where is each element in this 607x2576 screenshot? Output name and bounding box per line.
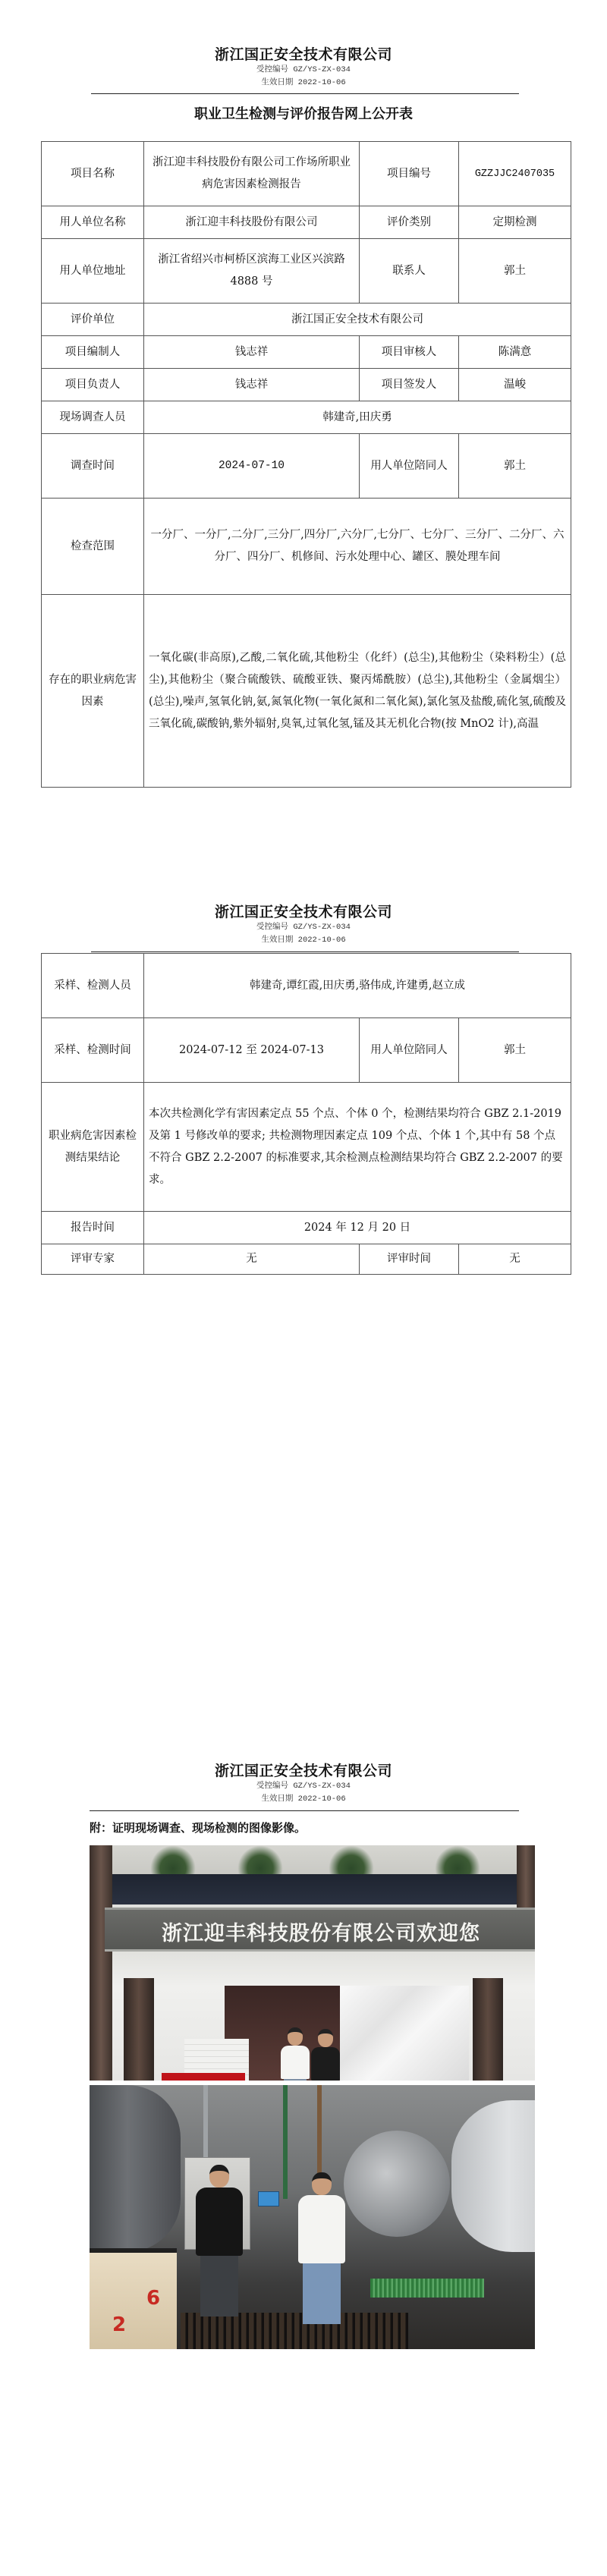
plant-icon bbox=[435, 1845, 480, 1874]
hazards-value: 一氧化碳(非高原),乙酸,二氧化硫,其他粉尘（化纤）(总尘),其他粉尘（染料粉尘）(总尘),其他粉尘（聚合硫酸铁、硫酸亚铁、聚丙烯酰胺）(总尘),其他粉尘（金属烟尘）(总尘),噪声,氢氧化钠,氨,氮氧化物(一氧化氮和二氧化氮),氯化氢及盐酸,硫化氢,硫酸及三氧化硫,碳酸钠,紫外辐射,臭氧,过氧化氢,锰及其无机化合物(按 MnO2 计),高温 bbox=[144, 595, 571, 788]
conclusion-label: 职业病危害因素检测结果结论 bbox=[42, 1083, 144, 1212]
survey-time-label: 调查时间 bbox=[42, 434, 144, 499]
review-time-value: 无 bbox=[459, 1244, 571, 1275]
sampling-time-value: 2024-07-12 至 2024-07-13 bbox=[144, 1018, 360, 1083]
compiler-value: 钱志祥 bbox=[144, 336, 360, 369]
accompany-value: 郭土 bbox=[459, 434, 571, 499]
table-row bbox=[42, 369, 571, 401]
person-white-shirt bbox=[281, 2027, 310, 2081]
hazards-label: 存在的职业病危害因素 bbox=[42, 595, 144, 788]
table-row bbox=[42, 304, 571, 336]
table-row bbox=[42, 336, 571, 369]
project-no-label: 项目编号 bbox=[360, 142, 459, 206]
table-row bbox=[42, 434, 571, 499]
surveyors-value: 韩建奇,田庆勇 bbox=[144, 401, 571, 434]
samplers-label: 采样、检测人员 bbox=[42, 954, 144, 1018]
person-black-shirt bbox=[311, 2029, 340, 2081]
accompany-value: 郭土 bbox=[459, 1018, 571, 1083]
effective-date: 生效日期 2022-10-06 bbox=[261, 1794, 346, 1804]
employer-name-value: 浙江迎丰科技股份有限公司 bbox=[144, 206, 360, 239]
project-name-label: 项目名称 bbox=[42, 142, 144, 206]
header-divider bbox=[91, 93, 519, 94]
photo-site-detection-factory bbox=[90, 2085, 535, 2349]
review-time-label: 评审时间 bbox=[360, 1244, 459, 1275]
report-time-label: 报告时间 bbox=[42, 1212, 144, 1244]
employer-address-label: 用人单位地址 bbox=[42, 239, 144, 304]
contact-value: 郭土 bbox=[459, 239, 571, 304]
detection-instrument bbox=[258, 2191, 279, 2206]
welcome-sign-text: 浙江迎丰科技股份有限公司欢迎您 bbox=[162, 1922, 480, 1945]
person-white-shirt bbox=[298, 2172, 345, 2324]
effective-date: 生效日期 2022-10-06 bbox=[261, 78, 346, 87]
disclosure-table-1 bbox=[41, 141, 571, 788]
employer-name-label: 用人单位名称 bbox=[42, 206, 144, 239]
accompany-label: 用人单位陪同人 bbox=[360, 434, 459, 499]
conclusion-value: 本次共检测化学有害因素定点 55 个点、个体 0 个，检测结果均符合 GBZ 2.1-2019 及第 1 号修改单的要求; 共检测物理因素定点 109 个点、个体 1 个,其中有 58 个点不符合 GBZ 2.2-2007 的标准要求,其余检测点检测结果均符合 GBZ 2.2-2007 的要求。 bbox=[144, 1083, 571, 1212]
eval-unit-label: 评价单位 bbox=[42, 304, 144, 336]
surveyors-label: 现场调查人员 bbox=[42, 401, 144, 434]
table-row bbox=[42, 142, 571, 206]
bin-number: 6 bbox=[146, 2287, 161, 2310]
control-number: 受控编号 GZ/YS-ZX-034 bbox=[256, 923, 351, 932]
reviewer-value: 陈满意 bbox=[459, 336, 571, 369]
table-row bbox=[42, 1083, 571, 1212]
table-row bbox=[42, 1212, 571, 1244]
table-row bbox=[42, 595, 571, 788]
accompany-label: 用人单位陪同人 bbox=[360, 1018, 459, 1083]
experts-value: 无 bbox=[144, 1244, 360, 1275]
effective-date: 生效日期 2022-10-06 bbox=[261, 936, 346, 945]
sampling-time-label: 采样、检测时间 bbox=[42, 1018, 144, 1083]
welcome-sign bbox=[105, 1908, 535, 1952]
header-divider bbox=[91, 951, 519, 952]
page1-header bbox=[0, 46, 607, 90]
company-name: 浙江国正安全技术有限公司 bbox=[214, 904, 392, 920]
experts-label: 评审专家 bbox=[42, 1244, 144, 1275]
project-no-value: GZZJJC2407035 bbox=[459, 142, 571, 206]
leader-value: 钱志祥 bbox=[144, 369, 360, 401]
issuer-value: 温峻 bbox=[459, 369, 571, 401]
eval-unit-value: 浙江国正安全技术有限公司 bbox=[144, 304, 571, 336]
disclosure-table-2 bbox=[41, 953, 571, 1275]
table-row bbox=[42, 401, 571, 434]
company-name: 浙江国正安全技术有限公司 bbox=[214, 46, 392, 63]
header-divider bbox=[90, 1810, 519, 1811]
bin-number: 2 bbox=[112, 2313, 127, 2336]
survey-time-value: 2024-07-10 bbox=[144, 434, 360, 499]
company-name: 浙江国正安全技术有限公司 bbox=[214, 1763, 392, 1779]
scope-value: 一分厂、一分厂,二分厂,三分厂,四分厂,六分厂,七分厂、七分厂、三分厂、二分厂、六分厂、四分厂、机修间、污水处理中心、罐区、膜处理车间 bbox=[144, 499, 571, 595]
plant-icon bbox=[237, 1845, 283, 1874]
employer-address-value: 浙江省绍兴市柯桥区滨海工业区兴滨路 4888 号 bbox=[144, 239, 360, 304]
attachment-note: 附：证明现场调查、现场检测的图像影像。 bbox=[90, 1821, 307, 1835]
table-row bbox=[42, 954, 571, 1018]
control-number: 受控编号 GZ/YS-ZX-034 bbox=[256, 1782, 351, 1791]
reviewer-label: 项目审核人 bbox=[360, 336, 459, 369]
project-name-value: 浙江迎丰科技股份有限公司工作场所职业病危害因素检测报告 bbox=[144, 142, 360, 206]
table-row bbox=[42, 499, 571, 595]
samplers-value: 韩建奇,谭红霞,田庆勇,骆伟成,许建勇,赵立成 bbox=[144, 954, 571, 1018]
control-number: 受控编号 GZ/YS-ZX-034 bbox=[256, 65, 351, 74]
person-black-shirt bbox=[196, 2165, 243, 2317]
plant-icon bbox=[329, 1845, 374, 1874]
eval-type-value: 定期检测 bbox=[459, 206, 571, 239]
page-title: 职业卫生检测与评价报告网上公开表 bbox=[194, 106, 413, 122]
eval-type-label: 评价类别 bbox=[360, 206, 459, 239]
table-row bbox=[42, 1018, 571, 1083]
table-row bbox=[42, 206, 571, 239]
table-row bbox=[42, 239, 571, 304]
report-time-value: 2024 年 12 月 20 日 bbox=[144, 1212, 571, 1244]
plant-icon bbox=[150, 1845, 196, 1874]
page3-header bbox=[0, 1762, 607, 1806]
leader-label: 项目负责人 bbox=[42, 369, 144, 401]
numbered-bin bbox=[90, 2248, 177, 2349]
photo-site-survey-entrance bbox=[90, 1845, 535, 2081]
page2-header bbox=[0, 903, 607, 947]
compiler-label: 项目编制人 bbox=[42, 336, 144, 369]
table-row bbox=[42, 1244, 571, 1275]
contact-label: 联系人 bbox=[360, 239, 459, 304]
scope-label: 检查范围 bbox=[42, 499, 144, 595]
issuer-label: 项目签发人 bbox=[360, 369, 459, 401]
